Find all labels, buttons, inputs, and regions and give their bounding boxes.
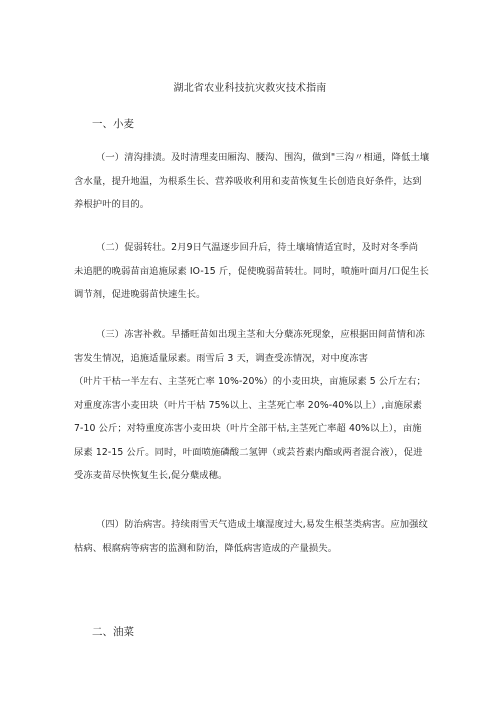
paragraph-line: 调节剂，促进晚弱苗快速生长。: [74, 289, 206, 300]
paragraph-line: （一）清沟排渍。及时清理麦田厢沟、腰沟、围沟，做到"三沟〃相通，降低土壤: [96, 152, 430, 163]
paragraph-line: （叶片干枯一半左右、主茎死亡率 10%-20%）的小麦田块，亩施尿素 5 公斤左右；: [74, 376, 426, 387]
paragraph-disease-control: [74, 513, 444, 560]
paragraph-line: （四）防治病害。持续雨雪天气造成土壤湿度过大,易发生根茎类病害。应加强纹: [96, 519, 428, 530]
paragraph-frost-remedy: [74, 323, 444, 488]
paragraph-line: 对重度冻害小麦田块（叶片干枯 75%以上、主茎死亡率 20%-40%以上）,亩施尿素: [74, 399, 423, 411]
paragraph-line: （二）促弱转壮。2月9日气温逐步回升后，待土壤墒情适宜时，及时对冬季尚: [96, 242, 419, 253]
paragraph-line: （三）冻害补救。早播旺苗如出现主茎和大分蘖冻死现象，应根据田间苗情和冻: [96, 329, 425, 340]
paragraph-line: 7-10 公斤；对特重度冻害小麦田块（叶片全部干枯,主茎死亡率超 40%以上），亩施: [74, 423, 422, 434]
paragraph-line: 未追肥的晚弱苗亩追施尿素 IO-15 斤，促使晚弱苗转壮。同时，喷施叶面月/口促生长: [74, 265, 429, 277]
section-heading-wheat: 一、小麦: [92, 118, 134, 130]
paragraph-drainage: [74, 146, 444, 217]
document-title: 湖北省农业科技抗灾救灾技术指南: [173, 83, 327, 94]
paragraph-line: 枯病、根腐病等病害的监测和防治，降低病害造成的产量损失。: [74, 542, 338, 554]
paragraph-line: 受冻麦苗尽快恢复生长,促分蘖成穗。: [74, 470, 228, 481]
paragraph-line: 害发生情况，追施适量尿素。雨雪后 3 天，调查受冻情况，对中度冻害: [74, 352, 369, 364]
paragraph-strengthen-seedlings: [74, 236, 444, 307]
paragraph-line: 含水量，提升地温，为根系生长、营养吸收利用和麦苗恢复生长创造良好条件，达到: [74, 175, 422, 187]
section-heading-rapeseed: 二、油菜: [92, 626, 134, 638]
paragraph-line: 养根护叶的目的。: [74, 199, 150, 210]
paragraph-line: 尿素 12-15 公斤。同时，叶面喷施磷酸二氢钾（或芸苔素内酯或两者混合液），促进: [74, 446, 423, 458]
